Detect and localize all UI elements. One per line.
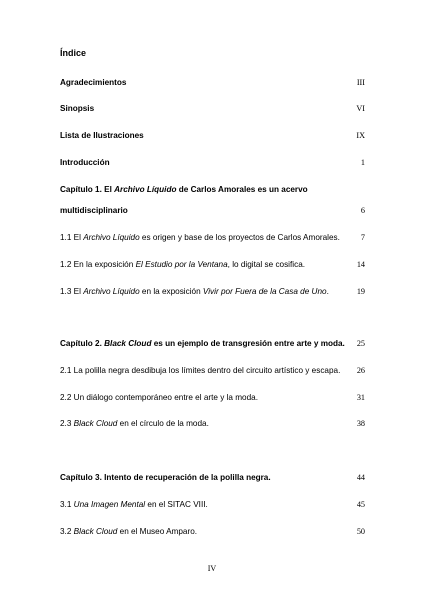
toc-label: 2.1 La polilla negra desdibuja los límites dentro del circuito artístico y escapa. [60, 366, 341, 375]
section-title-part: 3.1 [60, 500, 74, 509]
page-number-footer: IV [207, 564, 217, 573]
toc-label [60, 527, 197, 537]
section-title-italic: Archivo Líquido [83, 287, 140, 296]
section-title-part: es origen y base de los proyectos de Carlos Amorales. [139, 233, 340, 242]
toc-label: Lista de Ilustraciones [60, 131, 144, 140]
toc-label [60, 287, 329, 297]
chapter-title-italic: Archivo Líquido [114, 185, 177, 194]
toc-label [60, 185, 308, 195]
toc-label: Introducción [60, 158, 110, 167]
section-title-italic: Una Imagen Mental [73, 500, 146, 509]
toc-label [60, 339, 345, 349]
section-title-part: en la exposición [139, 287, 203, 296]
toc-page-number: 6 [360, 206, 365, 215]
toc-page-number: 45 [356, 500, 365, 509]
toc-label: Agradecimientos [60, 78, 127, 87]
section-title-part: , lo digital se cosifica. [227, 260, 306, 269]
section-title-italic: El Estudio por la Ventana [135, 260, 228, 269]
toc-page-number: 31 [356, 393, 365, 402]
toc-page-number: 38 [356, 419, 365, 428]
toc-label [60, 500, 208, 510]
index-heading: Índice [60, 48, 87, 58]
toc-page-number: IX [356, 131, 365, 140]
section-title-part: en el Museo Amparo. [117, 527, 198, 536]
section-title-part: 1.2 En la exposición [60, 260, 136, 269]
toc-page-number: 19 [356, 287, 365, 296]
section-title-italic: Archivo Líquido [83, 233, 140, 242]
toc-label [60, 233, 340, 243]
section-title-italic: Black Cloud [73, 419, 118, 428]
toc-page-number: 25 [356, 339, 365, 348]
section-title-italic: Black Cloud [73, 527, 118, 536]
toc-label [60, 260, 305, 270]
chapter-title-part: Capítulo 1. El [60, 185, 115, 194]
toc-page-number: VI [356, 104, 365, 113]
chapter-title-italic: Black Cloud [104, 339, 152, 348]
toc-label [60, 419, 209, 429]
chapter-title-part: Capítulo 2. [60, 339, 105, 348]
section-title-part: en el SITAC VIII. [145, 500, 208, 509]
section-title-part: . [326, 287, 329, 296]
toc-label: 2.2 Un diálogo contemporáneo entre el arte y la moda. [60, 393, 258, 402]
toc-label: multidisciplinario [60, 206, 128, 215]
toc-page-number: 7 [360, 233, 365, 242]
toc-page-number: 1 [360, 158, 365, 167]
toc-page-number: 14 [356, 260, 365, 269]
toc-page-number: 50 [356, 527, 365, 536]
toc-page-number: 26 [356, 366, 365, 375]
toc-label: Capítulo 3. Intento de recuperación de la polilla negra. [60, 473, 271, 482]
toc-page-number: III [356, 78, 365, 87]
section-title-part: en el círculo de la moda. [117, 419, 209, 428]
section-title-part: 2.3 [60, 419, 74, 428]
section-title-part: 3.2 [60, 527, 74, 536]
chapter-title-part: es un ejemplo de transgresión entre arte y moda. [151, 339, 345, 348]
toc-page-number: 44 [356, 473, 365, 482]
section-title-part: 1.3 El [60, 287, 84, 296]
chapter-title-part: de Carlos Amorales es un acervo [176, 185, 308, 194]
section-title-part: 1.1 El [60, 233, 84, 242]
toc-label: Sinopsis [60, 104, 95, 113]
section-title-italic: Vivir por Fuera de la Casa de Uno [202, 287, 327, 296]
